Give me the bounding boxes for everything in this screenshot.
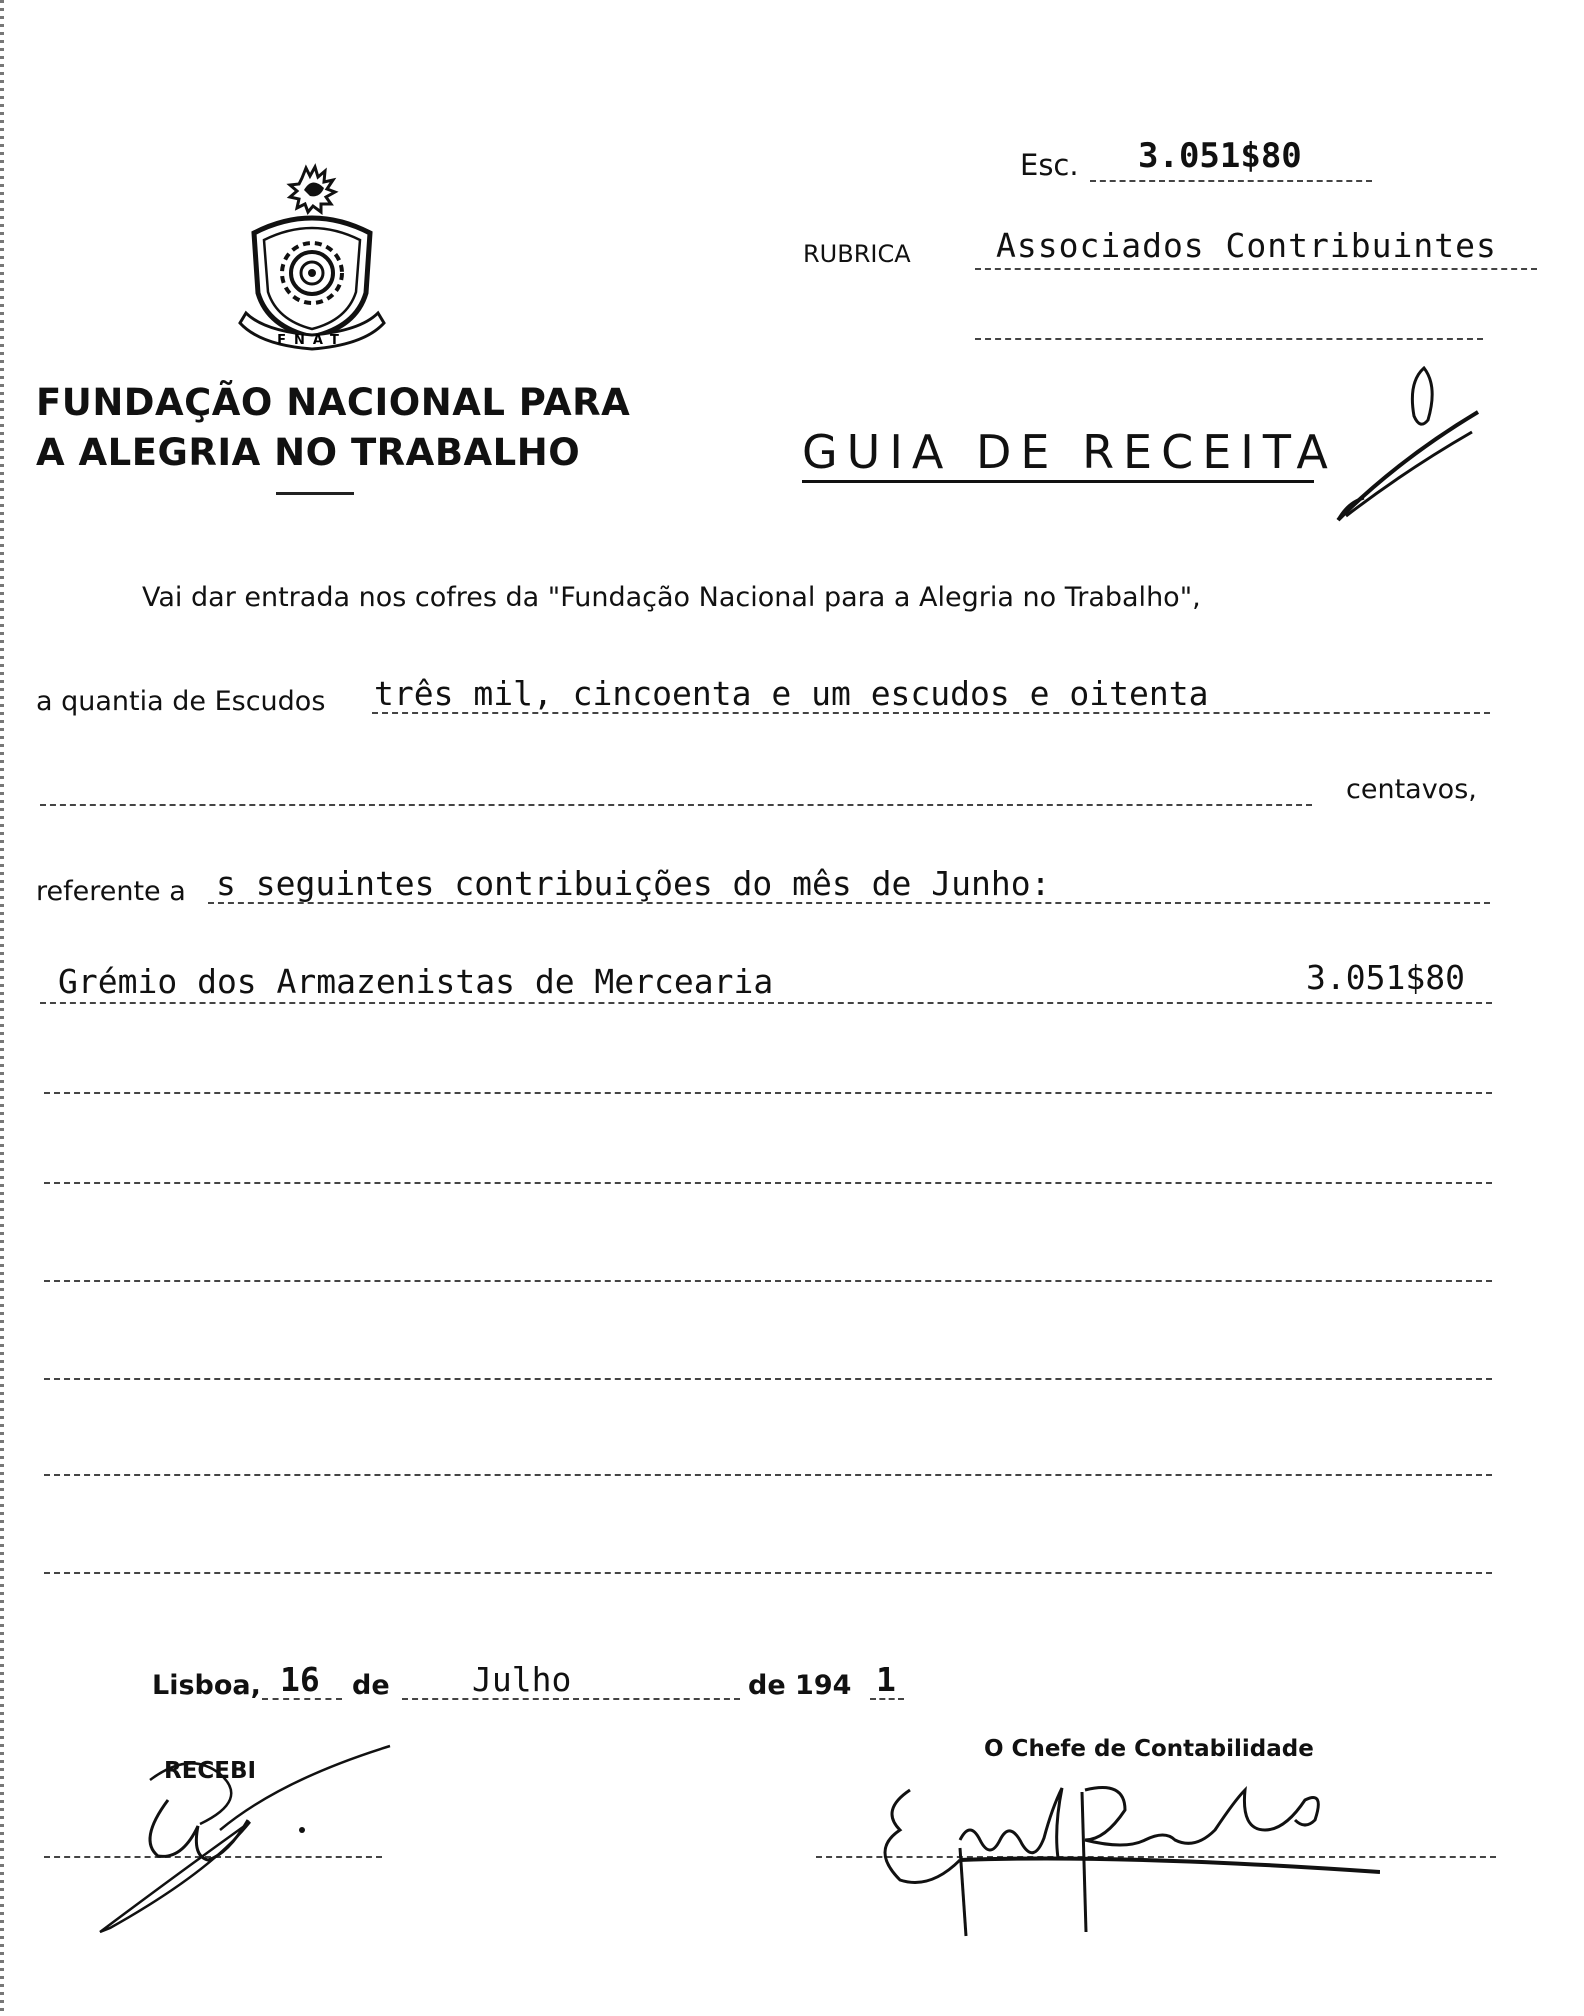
emblem-ribbon-text: FNAT: [277, 333, 347, 348]
amount-words-line: [372, 712, 1490, 714]
empty-item-line: [44, 1572, 1492, 1574]
esc-amount-line: [1090, 180, 1372, 182]
year-line: [870, 1698, 904, 1700]
rubrica-value: Associados Contribuintes: [996, 226, 1497, 265]
month-line: [402, 1698, 740, 1700]
rubrica-initial-mark: [1328, 360, 1488, 530]
referente-label: referente a: [36, 876, 186, 907]
organization-name: [36, 378, 630, 478]
empty-item-line: [44, 1280, 1492, 1282]
day-value: 16: [280, 1660, 320, 1699]
organization-name-line-1: FUNDAÇÃO NACIONAL PARA: [36, 381, 631, 424]
centavos-label: centavos,: [1346, 774, 1477, 805]
item-line: [40, 1002, 1492, 1004]
intro-text: Vai dar entrada nos cofres da "Fundação Nacional para a Alegria no Trabalho",: [142, 582, 1201, 613]
city-label: Lisboa,: [152, 1670, 261, 1701]
organization-name-line-2: A ALEGRIA NO TRABALHO: [36, 431, 581, 474]
rubrica-label: RUBRICA: [803, 240, 911, 268]
esc-label: Esc.: [1020, 148, 1079, 182]
recebi-signature: [90, 1740, 410, 1940]
year-label: de 194: [748, 1670, 852, 1701]
document-title-underline: [802, 480, 1314, 483]
item-description: Grémio dos Armazenistas de Mercearia: [58, 962, 774, 1001]
empty-item-line: [44, 1182, 1492, 1184]
item-amount: 3.051$80: [1306, 958, 1465, 997]
empty-item-line: [44, 1092, 1492, 1094]
referente-line: [208, 902, 1490, 904]
amount-continuation-line: [40, 804, 1312, 806]
recebi-label: RECEBI: [164, 1758, 257, 1784]
organization-underline: [276, 492, 354, 495]
empty-item-line: [44, 1474, 1492, 1476]
rubrica-line-2: [975, 338, 1483, 340]
date-de-label: de: [352, 1670, 390, 1701]
month-value: Julho: [472, 1660, 572, 1699]
esc-amount-value: 3.051$80: [1138, 136, 1302, 176]
rubrica-line-1: [975, 268, 1537, 270]
referente-value: s seguintes contribuições do mês de Junho:: [216, 864, 1051, 903]
year-digit: 1: [876, 1660, 896, 1699]
chief-signature: [860, 1770, 1380, 1940]
amount-words-value: três mil, cincoenta e um escudos e oitenta: [374, 674, 1209, 713]
amount-label: a quantia de Escudos: [36, 686, 326, 717]
chief-accounting-label: O Chefe de Contabilidade: [984, 1736, 1314, 1762]
empty-item-line: [44, 1378, 1492, 1380]
day-line: [262, 1698, 342, 1700]
scanned-page-edge: [0, 0, 4, 2016]
document-title: GUIA DE RECEITA: [802, 425, 1337, 479]
fnat-emblem-logo: [232, 158, 392, 358]
